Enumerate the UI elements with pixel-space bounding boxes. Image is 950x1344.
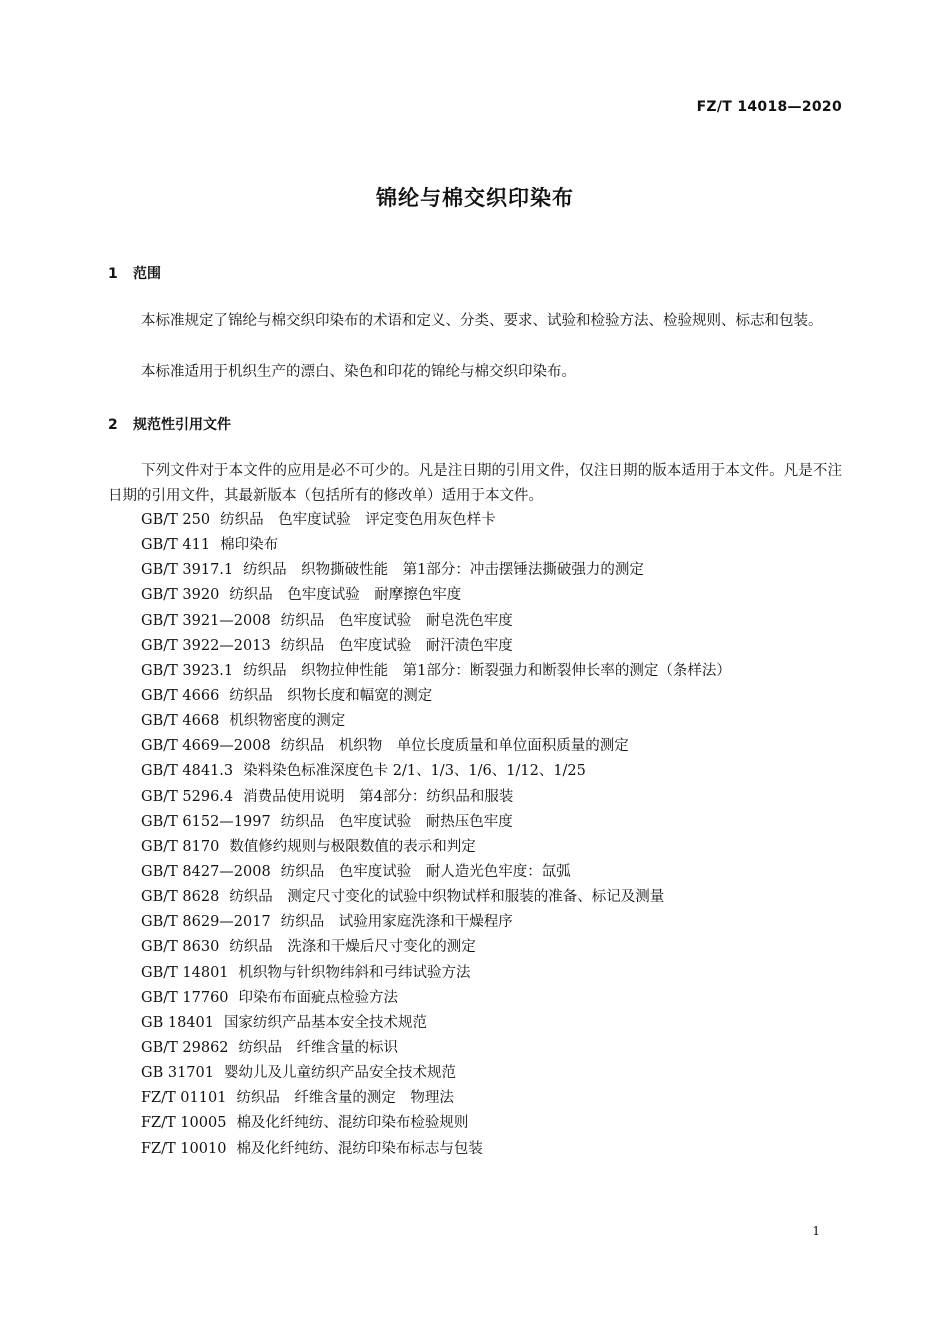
reference-title: 纺织品 测定尺寸变化的试验中织物试样和服装的准备、标记及测量	[229, 889, 665, 906]
reference-item	[141, 1061, 731, 1086]
reference-item	[141, 986, 731, 1011]
reference-code: GB/T 3917.1	[141, 562, 234, 579]
reference-title: 纺织品 色牢度试验 耐皂洗色牢度	[280, 612, 513, 629]
reference-item	[141, 785, 731, 810]
reference-item	[141, 1137, 731, 1162]
reference-title: 纺织品 色牢度试验 耐摩擦色牢度	[229, 587, 462, 604]
reference-item	[141, 558, 731, 583]
reference-code: GB/T 250	[141, 512, 211, 528]
reference-title: 纺织品 色牢度试验 评定变色用灰色样卡	[220, 512, 496, 528]
reference-code: GB/T 4841.3	[141, 763, 234, 780]
section-heading-scope	[108, 263, 161, 283]
reference-title: 纺织品 色牢度试验 耐汗渍色牢度	[280, 637, 513, 654]
reference-code: GB/T 4669—2008	[141, 738, 271, 755]
reference-title: 棉印染布	[220, 537, 279, 554]
section-heading-normative-references	[108, 414, 231, 434]
reference-code: FZ/T 01101	[141, 1090, 227, 1107]
reference-code: GB/T 8628	[141, 889, 220, 906]
reference-title: 婴幼儿及儿童纺织产品安全技术规范	[223, 1065, 456, 1082]
reference-title: 国家纺织产品基本安全技术规范	[223, 1014, 427, 1031]
reference-title: 棉及化纤纯纺、混纺印染布检验规则	[236, 1115, 469, 1132]
reference-code: FZ/T 10010	[141, 1140, 227, 1157]
reference-item	[141, 659, 731, 684]
reference-code: GB/T 411	[141, 537, 211, 554]
references-intro-paragraph: 下列文件对于本文件的应用是必不可少的。凡是注日期的引用文件，仅注日期的版本适用于本文件。凡是不注日期的引用文件，其最新版本（包括所有的修改单）适用于本文件。	[108, 463, 842, 504]
reference-code: GB/T 6152—1997	[141, 813, 271, 830]
reference-title: 纺织品 织物拉伸性能 第1部分：断裂强力和断裂伸长率的测定（条样法）	[243, 662, 731, 679]
reference-item	[141, 860, 731, 885]
reference-code: GB/T 4666	[141, 687, 220, 704]
reference-title: 纺织品 色牢度试验 耐人造光色牢度：氙弧	[280, 863, 571, 880]
reference-code: GB/T 3923.1	[141, 662, 234, 679]
scope-paragraph-2: 本标准适用于机织生产的漂白、染色和印花的锦纶与棉交织印染布。	[141, 364, 576, 380]
reference-code: GB/T 8427—2008	[141, 863, 271, 880]
reference-item	[141, 609, 731, 634]
reference-title: 纺织品 纤维含量的标识	[238, 1039, 399, 1056]
reference-item	[141, 810, 731, 835]
reference-title: 染料染色标准深度色卡 2/1、1/3、1/6、1/12、1/25	[243, 763, 586, 780]
section-title: 规范性引用文件	[133, 417, 231, 433]
reference-code: GB 31701	[141, 1065, 214, 1082]
section-title: 范围	[133, 266, 161, 282]
reference-item	[141, 1036, 731, 1061]
reference-code: GB/T 5296.4	[141, 788, 234, 805]
reference-title: 纺织品 织物撕破性能 第1部分：冲击摆锤法撕破强力的测定	[243, 562, 644, 579]
section-number: 1	[108, 266, 118, 282]
reference-item	[141, 583, 731, 608]
reference-code: GB/T 8629—2017	[141, 914, 271, 931]
reference-code: GB/T 17760	[141, 989, 229, 1006]
reference-item	[141, 508, 731, 533]
reference-item	[141, 634, 731, 659]
reference-item	[141, 1086, 731, 1111]
reference-title: 消费品使用说明 第4部分：纺织品和服装	[243, 788, 514, 805]
reference-title: 纺织品 纤维含量的测定 物理法	[236, 1090, 454, 1107]
reference-item	[141, 709, 731, 734]
reference-title: 纺织品 试验用家庭洗涤和干燥程序	[280, 914, 513, 931]
page-number: 1	[812, 1224, 820, 1238]
reference-title: 纺织品 色牢度试验 耐热压色牢度	[280, 813, 513, 830]
reference-code: GB/T 29862	[141, 1039, 229, 1056]
reference-code: GB/T 14801	[141, 964, 229, 981]
document-title: 锦纶与棉交织印染布	[376, 186, 574, 210]
reference-title: 机织物密度的测定	[229, 713, 346, 730]
scope-paragraph-1: 本标准规定了锦纶与棉交织印染布的术语和定义、分类、要求、试验和检验方法、检验规则、标志和包装。	[141, 313, 823, 329]
reference-code: GB/T 3921—2008	[141, 612, 271, 629]
reference-item	[141, 684, 731, 709]
reference-title: 印染布布面疵点检验方法	[238, 989, 399, 1006]
reference-code: GB/T 4668	[141, 713, 220, 730]
reference-item	[141, 734, 731, 759]
reference-code: GB/T 3920	[141, 587, 220, 604]
reference-title: 棉及化纤纯纺、混纺印染布标志与包装	[236, 1140, 483, 1157]
section-number: 2	[108, 417, 118, 433]
reference-item	[141, 935, 731, 960]
reference-title: 数值修约规则与极限数值的表示和判定	[229, 838, 476, 855]
reference-item	[141, 885, 731, 910]
reference-item	[141, 910, 731, 935]
reference-title: 机织物与针织物纬斜和弓纬试验方法	[238, 964, 471, 981]
document-number: FZ/T 14018—2020	[696, 99, 842, 115]
reference-code: FZ/T 10005	[141, 1115, 227, 1132]
reference-code: GB/T 8170	[141, 838, 220, 855]
reference-item	[141, 1111, 731, 1136]
reference-list	[141, 508, 731, 1162]
reference-item	[141, 961, 731, 986]
reference-title: 纺织品 洗涤和干燥后尺寸变化的测定	[229, 939, 476, 956]
reference-code: GB/T 8630	[141, 939, 220, 956]
reference-item	[141, 759, 731, 784]
reference-title: 纺织品 织物长度和幅宽的测定	[229, 687, 433, 704]
reference-item	[141, 533, 731, 558]
reference-item	[141, 1011, 731, 1036]
reference-title: 纺织品 机织物 单位长度质量和单位面积质量的测定	[280, 738, 629, 755]
reference-code: GB/T 3922—2013	[141, 637, 271, 654]
reference-code: GB 18401	[141, 1014, 214, 1031]
reference-item	[141, 835, 731, 860]
